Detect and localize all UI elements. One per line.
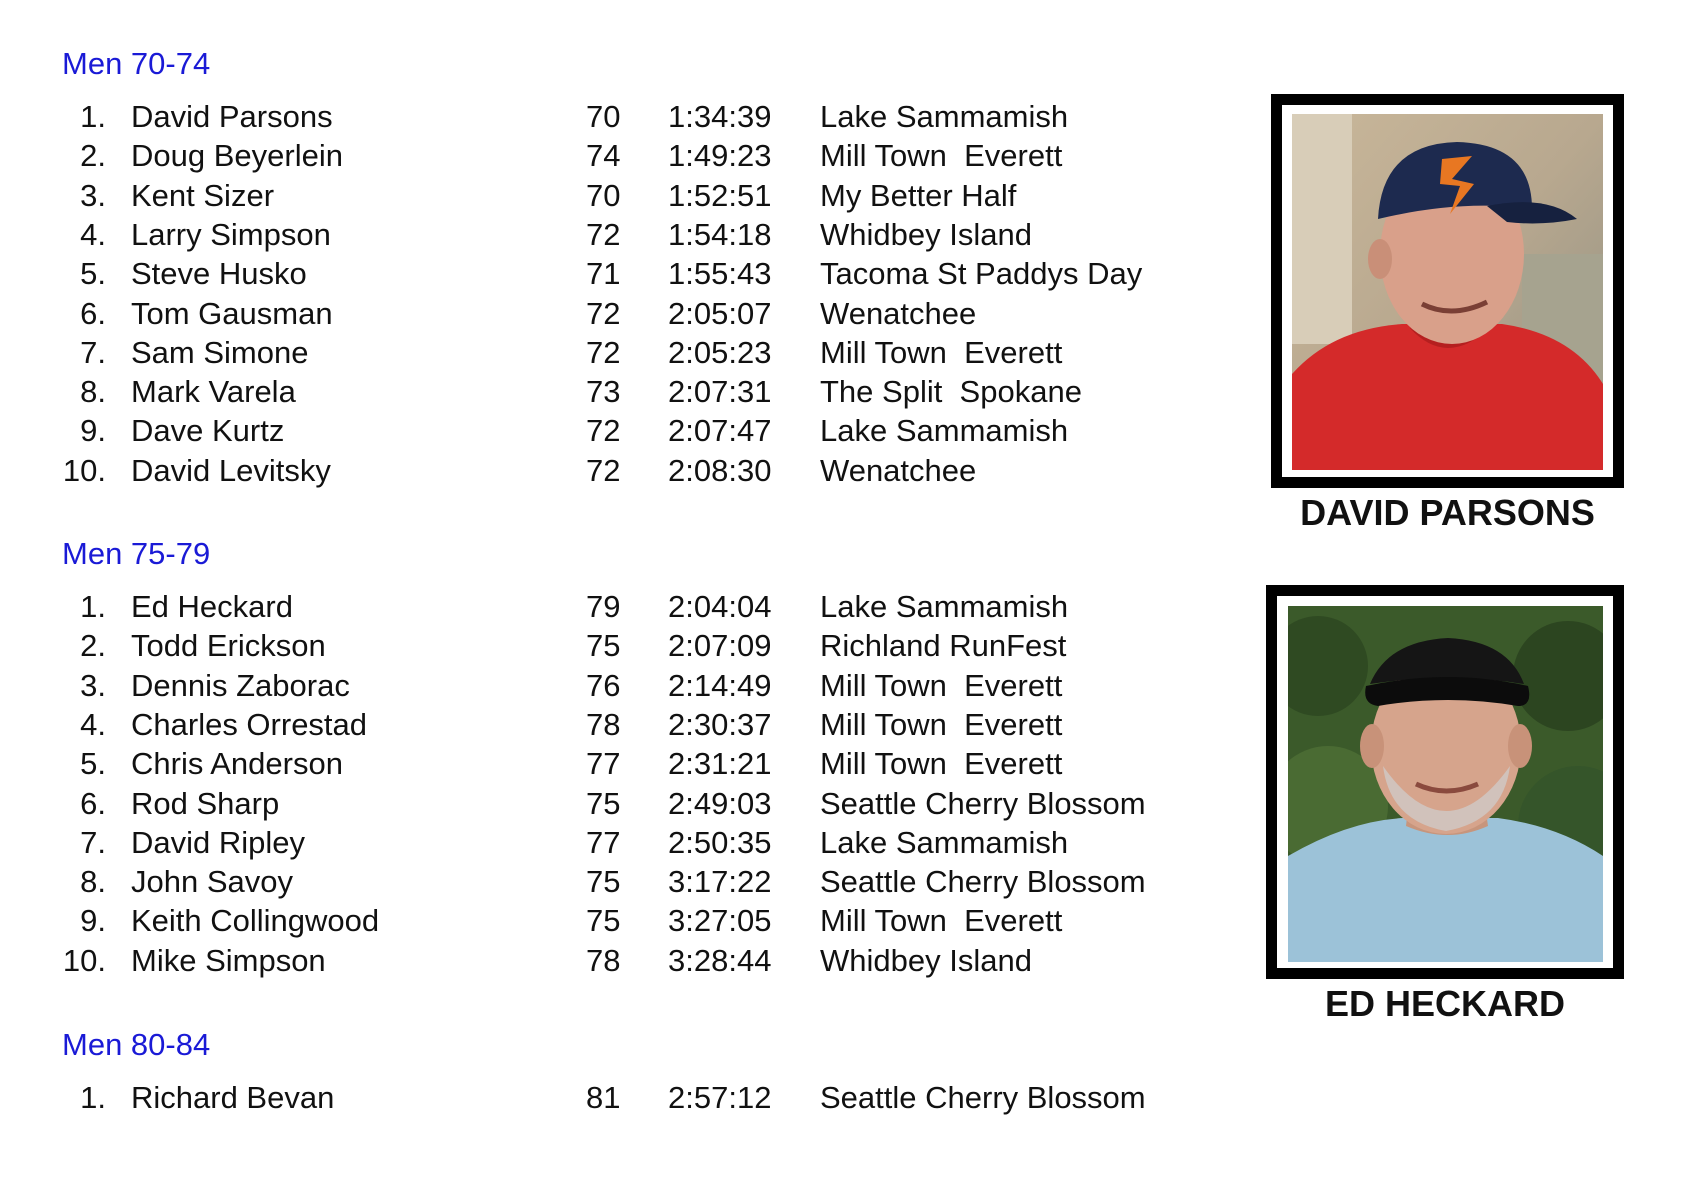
result-time: 2:05:23 bbox=[668, 335, 772, 370]
result-name: David Levitsky bbox=[131, 453, 331, 488]
result-name: Todd Erickson bbox=[131, 628, 326, 663]
result-name: Richard Bevan bbox=[131, 1080, 335, 1115]
result-name: Doug Beyerlein bbox=[131, 138, 343, 173]
result-rank: 10. bbox=[62, 453, 106, 488]
result-age: 72 bbox=[586, 413, 621, 448]
result-race: Seattle Cherry Blossom bbox=[820, 864, 1146, 899]
result-race: Wenatchee bbox=[820, 453, 977, 488]
result-rank: 9. bbox=[80, 903, 106, 938]
result-race: Tacoma St Paddys Day bbox=[820, 256, 1143, 291]
result-name: Keith Collingwood bbox=[131, 903, 380, 938]
result-rank: 7. bbox=[80, 335, 106, 370]
age-group-heading: Men 80-84 bbox=[62, 1027, 211, 1062]
result-name: Larry Simpson bbox=[131, 217, 331, 252]
result-race: Richland RunFest bbox=[820, 628, 1067, 663]
result-time: 2:30:37 bbox=[668, 707, 772, 742]
result-rank: 1. bbox=[80, 589, 106, 624]
result-age: 75 bbox=[586, 903, 621, 938]
result-name: Mark Varela bbox=[131, 374, 296, 409]
result-race: Wenatchee bbox=[820, 296, 977, 331]
result-age: 76 bbox=[586, 668, 621, 703]
result-name: Chris Anderson bbox=[131, 746, 343, 781]
result-name: David Ripley bbox=[131, 825, 306, 860]
result-race: Mill Town Everett bbox=[820, 746, 1063, 781]
result-race: My Better Half bbox=[820, 178, 1017, 213]
result-race: Whidbey Island bbox=[820, 217, 1032, 252]
result-name: John Savoy bbox=[131, 864, 293, 899]
result-name: Charles Orrestad bbox=[131, 707, 368, 742]
result-name: Steve Husko bbox=[131, 256, 307, 291]
result-time: 2:57:12 bbox=[668, 1080, 772, 1115]
result-age: 78 bbox=[586, 707, 621, 742]
result-race: Mill Town Everett bbox=[820, 668, 1063, 703]
result-race: Mill Town Everett bbox=[820, 138, 1063, 173]
result-age: 77 bbox=[586, 825, 621, 860]
result-time: 3:17:22 bbox=[668, 864, 772, 899]
result-rank: 8. bbox=[80, 864, 106, 899]
result-age: 79 bbox=[586, 589, 621, 624]
result-age: 72 bbox=[586, 335, 621, 370]
result-age: 75 bbox=[586, 628, 621, 663]
result-name: Tom Gausman bbox=[131, 296, 333, 331]
result-race: Lake Sammamish bbox=[820, 825, 1069, 860]
result-time: 2:31:21 bbox=[668, 746, 772, 781]
result-age: 71 bbox=[586, 256, 621, 291]
result-time: 3:28:44 bbox=[668, 943, 772, 978]
result-name: Sam Simone bbox=[131, 335, 309, 370]
result-race: Seattle Cherry Blossom bbox=[820, 1080, 1146, 1115]
result-time: 2:49:03 bbox=[668, 786, 772, 821]
result-age: 70 bbox=[586, 178, 621, 213]
result-age: 72 bbox=[586, 217, 621, 252]
result-age: 78 bbox=[586, 943, 621, 978]
result-time: 2:04:04 bbox=[668, 589, 772, 624]
result-rank: 5. bbox=[80, 746, 106, 781]
result-race: Mill Town Everett bbox=[820, 707, 1063, 742]
age-group-heading: Men 70-74 bbox=[62, 46, 211, 81]
result-race: Mill Town Everett bbox=[820, 903, 1063, 938]
result-race: Seattle Cherry Blossom bbox=[820, 786, 1146, 821]
portrait-photo-ed-heckard bbox=[1288, 606, 1603, 962]
result-time: 1:54:18 bbox=[668, 217, 772, 252]
result-time: 2:05:07 bbox=[668, 296, 772, 331]
result-race: The Split Spokane bbox=[820, 374, 1082, 409]
result-rank: 4. bbox=[80, 707, 106, 742]
result-name: Rod Sharp bbox=[131, 786, 280, 821]
result-age: 75 bbox=[586, 864, 621, 899]
result-age: 77 bbox=[586, 746, 621, 781]
result-name: Dave Kurtz bbox=[131, 413, 285, 448]
photo-caption: ED HECKARD bbox=[1324, 983, 1565, 1024]
result-rank: 10. bbox=[62, 943, 106, 978]
result-race: Lake Sammamish bbox=[820, 589, 1069, 624]
result-time: 2:07:31 bbox=[668, 374, 772, 409]
portrait-photo-david-parsons bbox=[1292, 114, 1603, 470]
result-rank: 6. bbox=[80, 296, 106, 331]
result-time: 2:08:30 bbox=[668, 453, 772, 488]
result-rank: 3. bbox=[80, 668, 106, 703]
photo-caption: DAVID PARSONS bbox=[1300, 492, 1595, 533]
result-rank: 8. bbox=[80, 374, 106, 409]
result-age: 74 bbox=[586, 138, 621, 173]
age-group-heading: Men 75-79 bbox=[62, 536, 211, 571]
result-age: 75 bbox=[586, 786, 621, 821]
result-rank: 1. bbox=[80, 1080, 106, 1115]
result-time: 1:34:39 bbox=[668, 99, 772, 134]
result-rank: 9. bbox=[80, 413, 106, 448]
result-time: 2:07:47 bbox=[668, 413, 772, 448]
result-age: 72 bbox=[586, 296, 621, 331]
result-age: 70 bbox=[586, 99, 621, 134]
result-name: Mike Simpson bbox=[131, 943, 326, 978]
result-time: 2:07:09 bbox=[668, 628, 772, 663]
result-name: Kent Sizer bbox=[131, 178, 275, 213]
result-age: 72 bbox=[586, 453, 621, 488]
result-rank: 2. bbox=[80, 138, 106, 173]
result-age: 81 bbox=[586, 1080, 621, 1115]
result-rank: 4. bbox=[80, 217, 106, 252]
result-rank: 5. bbox=[80, 256, 106, 291]
result-name: David Parsons bbox=[131, 99, 333, 134]
result-rank: 7. bbox=[80, 825, 106, 860]
result-age: 73 bbox=[586, 374, 621, 409]
result-time: 1:52:51 bbox=[668, 178, 772, 213]
result-rank: 6. bbox=[80, 786, 106, 821]
result-name: Dennis Zaborac bbox=[131, 668, 350, 703]
result-time: 2:50:35 bbox=[668, 825, 772, 860]
result-time: 1:49:23 bbox=[668, 138, 772, 173]
result-rank: 3. bbox=[80, 178, 106, 213]
result-rank: 1. bbox=[80, 99, 106, 134]
result-race: Lake Sammamish bbox=[820, 99, 1069, 134]
result-time: 3:27:05 bbox=[668, 903, 772, 938]
result-race: Mill Town Everett bbox=[820, 335, 1063, 370]
result-rank: 2. bbox=[80, 628, 106, 663]
result-time: 2:14:49 bbox=[668, 668, 772, 703]
result-race: Whidbey Island bbox=[820, 943, 1032, 978]
result-time: 1:55:43 bbox=[668, 256, 772, 291]
result-race: Lake Sammamish bbox=[820, 413, 1069, 448]
result-name: Ed Heckard bbox=[131, 589, 293, 624]
